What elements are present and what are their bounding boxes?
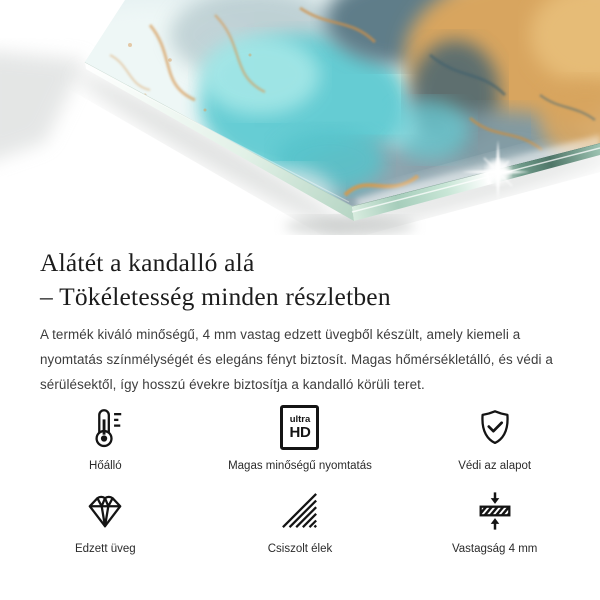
glass-panel-photo	[0, 0, 600, 235]
ultra-hd-icon-text-top: ultra	[289, 414, 311, 425]
marble-artwork	[30, 0, 600, 235]
feature-label: Vastagság 4 mm	[451, 543, 538, 555]
feature-tempered-glass	[8, 487, 203, 556]
feature-heat-resistant	[8, 404, 203, 473]
shield-check-icon	[474, 404, 516, 451]
diamond-icon	[84, 487, 126, 534]
feature-label: Csiszolt élek	[267, 543, 333, 555]
feature-thickness-4mm	[397, 487, 592, 556]
thickness-press-icon	[474, 487, 516, 534]
ultra-hd-icon-text-bottom: HD	[289, 424, 311, 441]
page-title	[40, 246, 391, 314]
feature-label: Hőálló	[89, 460, 122, 472]
feature-grid	[8, 404, 592, 556]
product-description: A termék kiváló minőségű, 4 mm vastag edzett üvegből készült, amely kiemeli a nyomtatás színmélységét és elegáns fényt biztosít. Magas hőmérsékletálló, és védi a sérülésektől, így hosszú évekre biztosítja a kandalló körüli teret.	[40, 327, 553, 393]
feature-protects-base	[397, 404, 592, 473]
feature-polished-edges	[203, 487, 398, 556]
feature-label: Védi az alapot	[458, 460, 532, 472]
polished-edges-icon	[281, 487, 319, 534]
thermometer-icon	[84, 404, 126, 451]
page-title-line2: – Tökéletesség minden részletben	[40, 282, 391, 312]
page-title-line1: Alátét a kandalló alá	[40, 248, 255, 278]
ultra-hd-icon	[280, 404, 319, 451]
product-image	[0, 0, 600, 235]
feature-high-quality-print	[203, 404, 398, 473]
feature-label: Magas minőségű nyomtatás	[228, 460, 372, 472]
feature-label: Edzett üveg	[74, 543, 136, 555]
